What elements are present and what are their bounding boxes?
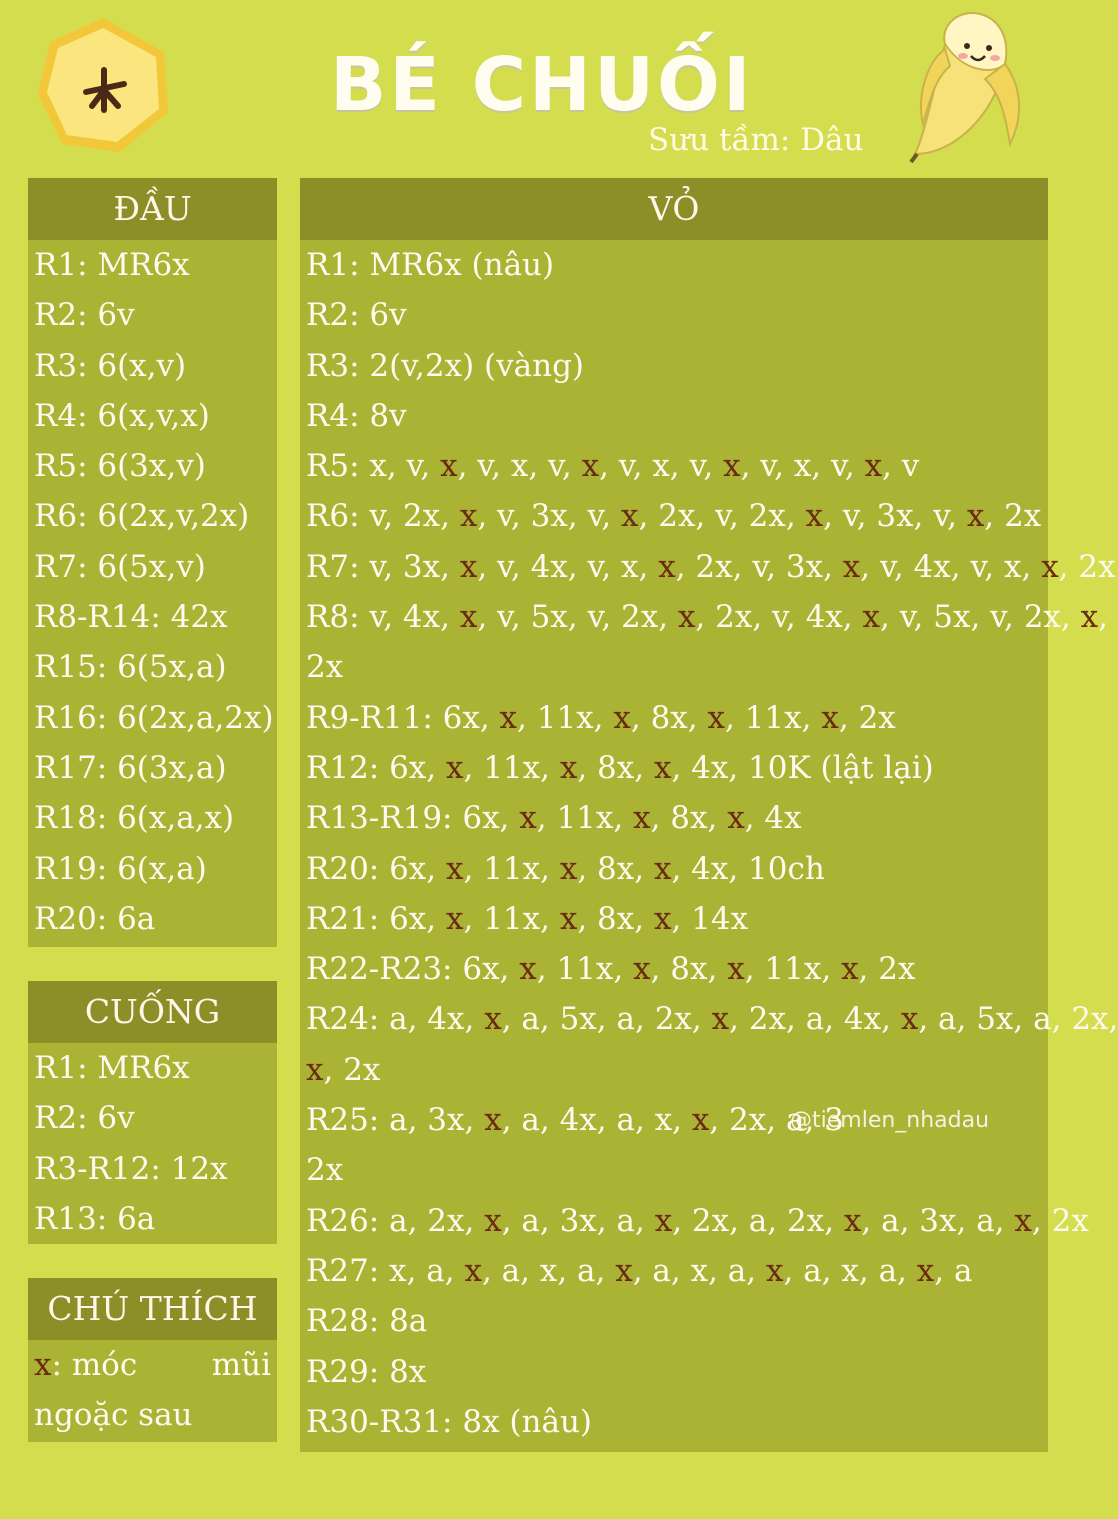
vo-panel [300,178,1118,1452]
marked-stitch: x [653,749,672,786]
vo-row: R9-R11: 6x, x, 11x, x, 8x, x, 11x, x, 2x [306,699,896,736]
marked-stitch: x [499,699,518,736]
dau-row: R15: 6(5x,a) [34,649,227,686]
legend-definition-a [34,1340,137,1390]
marked-stitch: x [581,448,600,485]
marked-stitch: x [484,1001,502,1038]
marked-stitch: x [707,699,725,736]
vo-row: R30-R31: 8x (nâu) [306,1403,593,1440]
vo-row: R25: a, 3x, x, a, 4x, a, x, x, 2x, a, 3 [306,1102,844,1139]
marked-stitch: x [916,1252,935,1289]
credit-text: Sưu tầm: Dâu [648,122,864,158]
marked-stitch: x [821,699,839,736]
cuong-header: CUỐNG [28,981,277,1043]
vo-row: R13-R19: 6x, x, 11x, x, 8x, x, 4x [306,800,802,837]
marked-stitch: x [862,599,880,636]
cuong-panel [28,981,277,1244]
marked-stitch: x [842,548,861,585]
legend-text-a: : móc [51,1347,138,1383]
vo-row: R26: a, 2x, x, a, 3x, a, x, 2x, a, 2x, x, a, 3x, a, x, 2x [306,1202,1089,1239]
legend-panel [28,1278,277,1442]
vo-row: R4: 8v [306,397,407,434]
marked-stitch: x [766,1252,784,1289]
dau-header: ĐẦU [28,178,277,240]
marked-stitch: x [621,498,639,535]
vo-row: R12: 6x, x, 11x, x, 8x, x, 4x, 10K (lật lại) [306,749,934,786]
legend-row [28,1340,277,1390]
marked-stitch: x [633,951,651,988]
marked-stitch: x [1014,1202,1032,1239]
marked-stitch: x [654,1202,673,1239]
vo-header: VỎ [300,178,1048,240]
marked-stitch: x [446,850,464,887]
dau-panel [28,178,277,947]
marked-stitch: x [900,1001,919,1038]
marked-stitch: x [691,1102,710,1139]
marked-stitch: x [559,900,578,937]
cuong-row: R2: 6v [34,1100,135,1137]
dau-rows [28,240,277,944]
dau-row: R19: 6(x,a) [34,850,207,887]
marked-stitch: x [711,1001,730,1038]
cuong-row: R13: 6a [34,1200,156,1237]
vo-row: x, 2x [306,1051,381,1088]
dau-row: R4: 6(x,v,x) [34,397,210,434]
dau-row: R1: MR6x [34,247,190,283]
legend-text-b: mũi [211,1347,271,1383]
marked-stitch: x [633,800,651,837]
marked-stitch: x [966,498,985,535]
vo-row: R1: MR6x (nâu) [306,247,555,283]
marked-stitch: x [841,951,859,988]
marked-stitch: x [653,850,672,887]
marked-stitch: x [459,599,478,636]
marked-stitch: x [805,498,824,535]
vo-row: 2x [306,649,344,686]
marked-stitch: x [723,448,741,485]
marked-stitch: x [459,548,478,585]
dau-row: R2: 6v [34,297,135,334]
vo-row: 2x [306,1152,344,1189]
cuong-row: R3-R12: 12x [34,1150,228,1187]
vo-row: R6: v, 2x, x, v, 3x, v, x, 2x, v, 2x, x, v, 3x, v, x, 2x [306,498,1042,535]
marked-stitch: x [727,951,745,988]
banana-slice-icon [32,14,174,160]
marked-stitch: x [864,448,883,485]
vo-row: R2: 6v [306,297,407,334]
vo-row: R20: 6x, x, 11x, x, 8x, x, 4x, 10ch [306,850,825,887]
marked-stitch: x [843,1202,862,1239]
page-title: BÉ CHUỐI [330,42,754,128]
dau-row: R17: 6(3x,a) [34,749,227,786]
vo-row: R28: 8a [306,1303,428,1340]
legend-header: CHÚ THÍCH [28,1278,277,1340]
marked-stitch: x [653,900,672,937]
marked-stitch: x [677,599,696,636]
dau-row: R7: 6(5x,v) [34,548,206,585]
dau-row: R8-R14: 42x [34,599,228,636]
marked-stitch: x [484,1202,502,1239]
marked-stitch: x [613,699,631,736]
vo-row: R24: a, 4x, x, a, 5x, a, 2x, x, 2x, a, 4x, x, a, 5x, a, 2x, [306,1001,1118,1038]
marked-stitch: x [727,800,745,837]
marked-stitch: x [519,800,537,837]
marked-stitch: x [559,850,578,887]
marked-stitch: x [459,498,478,535]
vo-row: R22-R23: 6x, x, 11x, x, 8x, x, 11x, x, 2x [306,951,916,988]
banana-icon [905,4,1035,173]
cuong-rows [28,1043,277,1244]
marked-stitch: x [1041,548,1059,585]
marked-stitch: x [1080,599,1099,636]
marked-stitch: x [446,749,464,786]
marked-stitch: x [615,1252,633,1289]
vo-row: R8: v, 4x, x, v, 5x, v, 2x, x, 2x, v, 4x, x, v, 5x, v, 2x, x, [306,599,1108,636]
vo-row: R27: x, a, x, a, x, a, x, a, x, a, x, a, x, a, x, a [306,1252,973,1289]
vo-row: R21: 6x, x, 11x, x, 8x, x, 14x [306,900,749,937]
marked-stitch: x [464,1252,482,1289]
marked-stitch: x [440,448,458,485]
watermark: @tiemlen_nhadau [790,1108,990,1133]
marked-stitch: x [306,1051,324,1088]
marked-stitch: x [559,749,578,786]
vo-row: R5: x, v, x, v, x, v, x, v, x, v, x, v, x, v, x, v [306,448,920,485]
dau-row: R20: 6a [34,900,156,937]
dau-row: R3: 6(x,v) [34,347,187,384]
marked-stitch: x [658,548,676,585]
dau-row: R16: 6(2x,a,2x) [34,699,274,736]
cuong-row: R1: MR6x [34,1050,190,1086]
vo-row: R3: 2(v,2x) (vàng) [306,347,585,384]
marked-stitch: x [484,1102,502,1139]
vo-rows [300,240,1118,1447]
dau-row: R18: 6(x,a,x) [34,800,235,837]
marked-stitch: x [446,900,464,937]
vo-row: R29: 8x [306,1353,427,1390]
vo-row: R7: v, 3x, x, v, 4x, v, x, x, 2x, v, 3x, x, v, 4x, v, x, x, 2x [306,548,1116,585]
legend-row-2: ngoặc sau [34,1397,193,1434]
legend-symbol: x [34,1347,52,1383]
dau-row: R5: 6(3x,v) [34,448,206,485]
marked-stitch: x [519,951,537,988]
dau-row: R6: 6(2x,v,2x) [34,498,250,535]
